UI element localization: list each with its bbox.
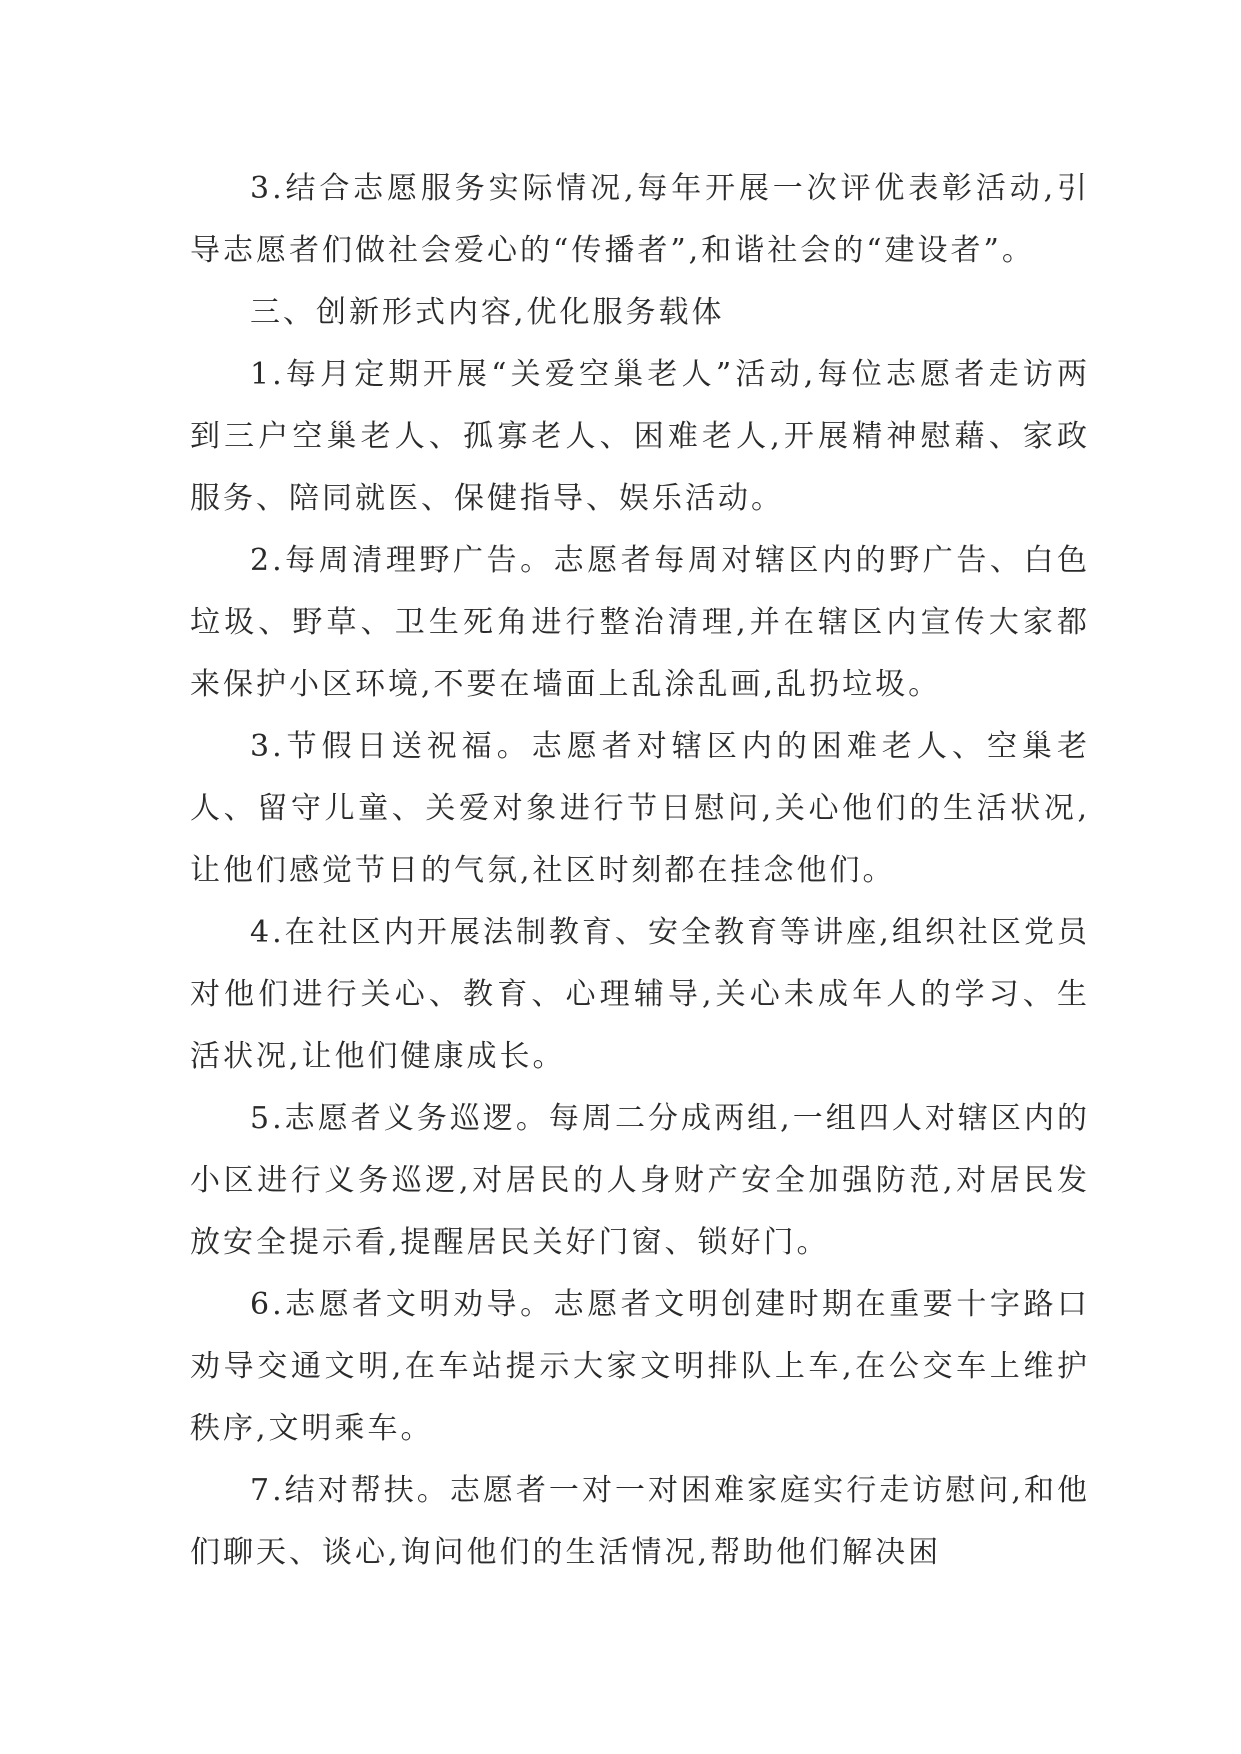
document-body	[190, 158, 1090, 1584]
paragraph-elderly-care: 1.每月定期开展“关爱空巢老人”活动,每位志愿者走访两到三户空巢老人、孤寡老人、困难老人,开展精神慰藉、家政服务、陪同就医、保健指导、娱乐活动。	[190, 357, 1090, 516]
paragraph-commendation: 3.结合志愿服务实际情况,每年开展一次评优表彰活动,引导志愿者们做社会爱心的“传播者”,和谐社会的“建设者”。	[190, 171, 1090, 268]
paragraph-holiday-greetings: 3.节假日送祝福。志愿者对辖区内的困难老人、空巢老人、留守儿童、关爱对象进行节日慰问,关心他们的生活状况,让他们感觉节日的气氛,社区时刻都在挂念他们。	[190, 729, 1090, 888]
section-heading-innovation: 三、创新形式内容,优化服务载体	[250, 295, 725, 330]
paragraph-pairing-assistance: 7.结对帮扶。志愿者一对一对困难家庭实行走访慰问,和他们聊天、谈心,询问他们的生活情况,帮助他们解决困	[190, 1473, 1090, 1570]
paragraph-patrol: 5.志愿者义务巡逻。每周二分成两组,一组四人对辖区内的小区进行义务巡逻,对居民的人身财产安全加强防范,对居民发放安全提示看,提醒居民关好门窗、锁好门。	[190, 1101, 1090, 1260]
paragraph-education-lectures: 4.在社区内开展法制教育、安全教育等讲座,组织社区党员对他们进行关心、教育、心理辅导,关心未成年人的学习、生活状况,让他们健康成长。	[190, 915, 1090, 1074]
paragraph-ad-cleanup: 2.每周清理野广告。志愿者每周对辖区内的野广告、白色垃圾、野草、卫生死角进行整治清理,并在辖区内宣传大家都来保护小区环境,不要在墙面上乱涂乱画,乱扔垃圾。	[190, 543, 1090, 702]
paragraph-civility-guidance: 6.志愿者文明劝导。志愿者文明创建时期在重要十字路口劝导交通文明,在车站提示大家文明排队上车,在公交车上维护秩序,文明乘车。	[190, 1287, 1090, 1446]
